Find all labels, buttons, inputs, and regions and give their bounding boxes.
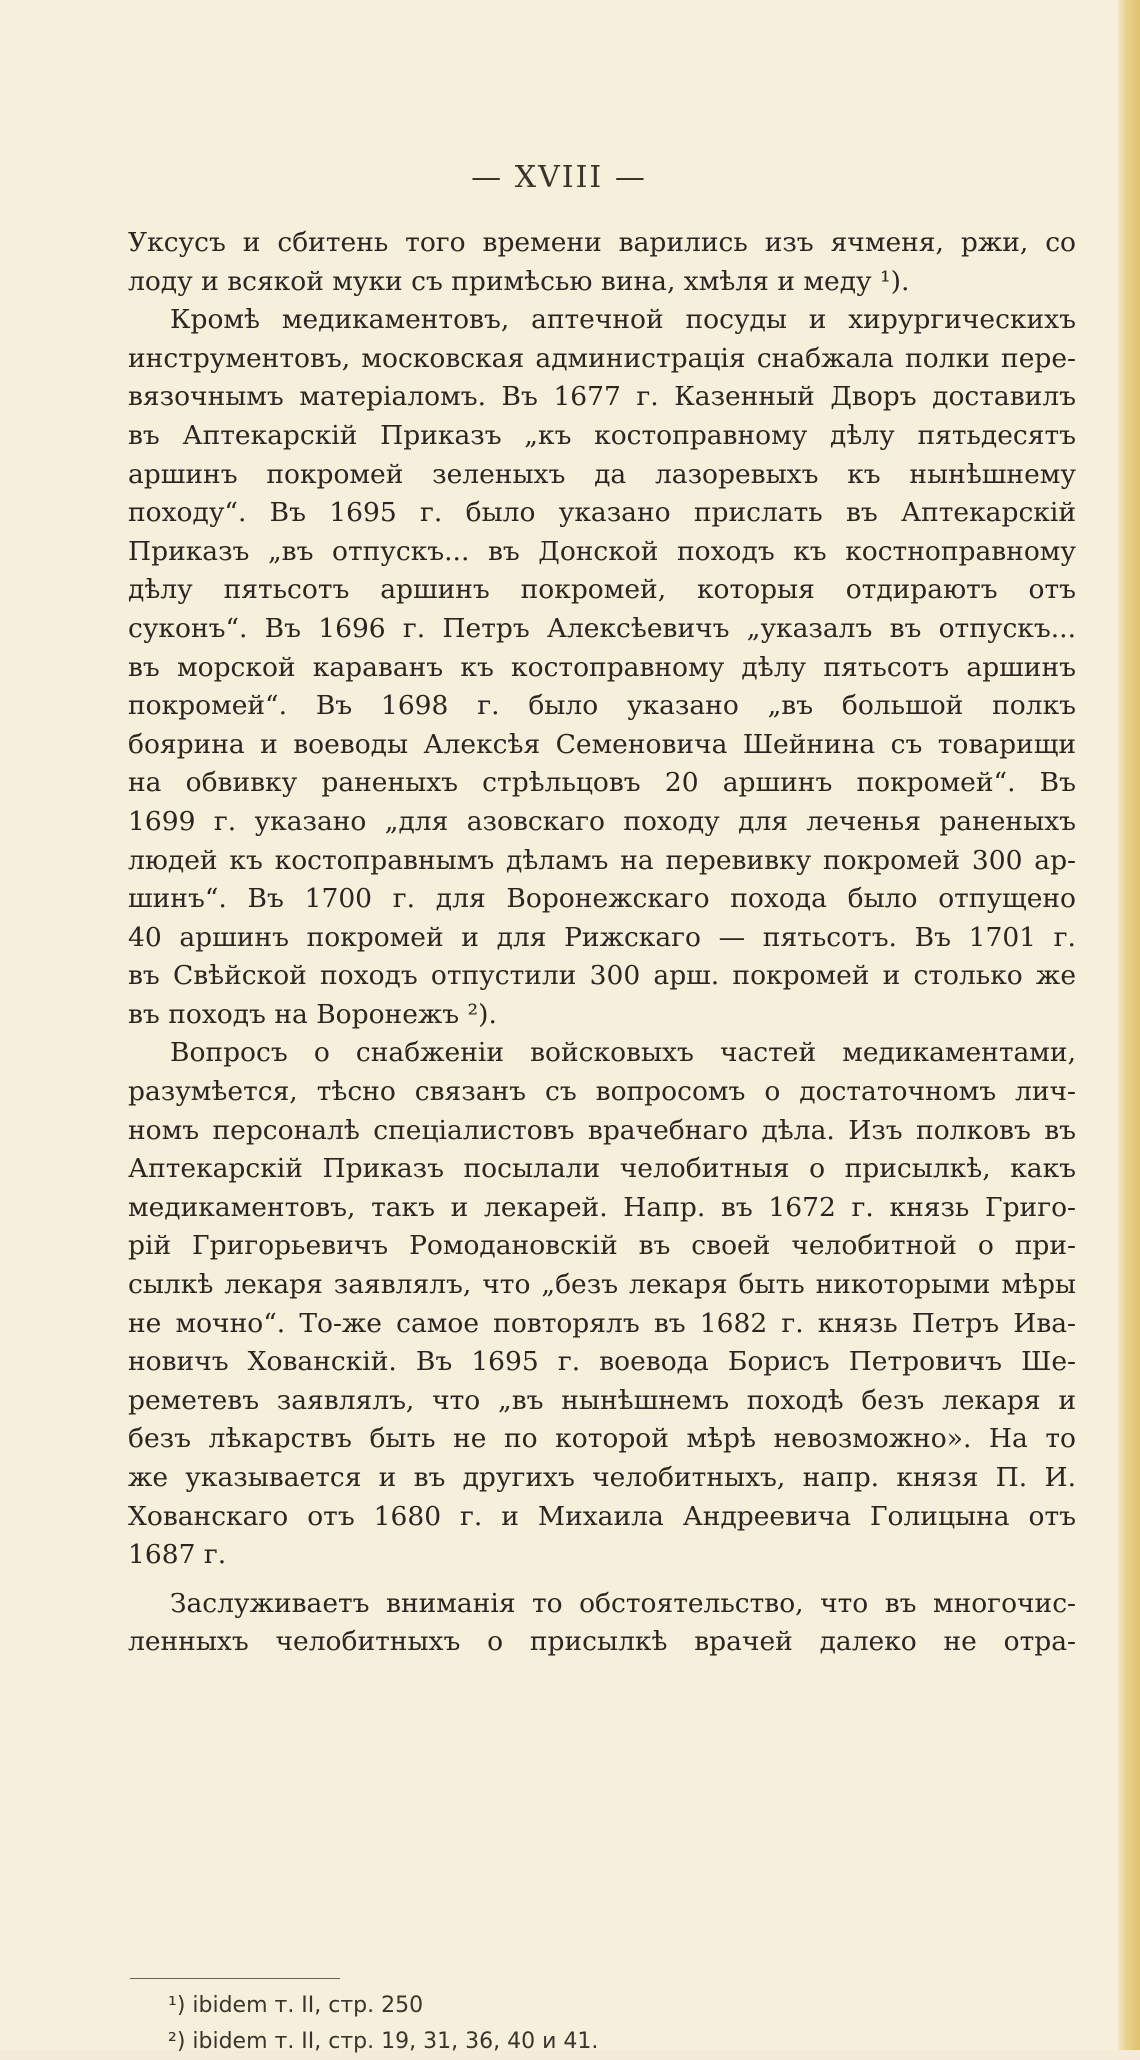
text-line: покромей“. Въ 1698 г. было указано „въ большой полкъ [128, 690, 1076, 722]
text-line: не мочно“. То-же самое повторялъ въ 1682 г. князь Петръ Ива- [128, 1307, 1076, 1339]
paragraph-3 [128, 1034, 1076, 1574]
page-edge [1118, 0, 1140, 2050]
footnote-divider [130, 1978, 340, 1979]
text-line: лоду и всякой муки съ примѣсью вина, хмѣля и меду ¹). [128, 265, 910, 297]
text-line: ленныхъ челобитныхъ о присылкѣ врачей далеко не отра- [128, 1626, 1076, 1658]
text-line: Приказъ „въ отпускъ... въ Донской походъ къ костноправному [128, 535, 1076, 567]
text-line: въ Аптекарскій Приказъ „къ костоправному дѣлу пятьдесятъ [128, 419, 1076, 451]
text-line: боярина и воеводы Алексѣя Семеновича Шейнина съ товарищи [128, 728, 1076, 760]
text-line: 1699 г. указано „для азовскаго походу для леченья раненыхъ [128, 805, 1076, 837]
text-line: же указывается и въ другихъ челобитныхъ, напр. князя П. И. [128, 1462, 1076, 1493]
text-line: въ морской караванъ къ костоправному дѣлу пятьсотъ аршинъ [128, 651, 1076, 683]
text-line: номъ персоналѣ спеціалистовъ врачебнаго дѣла. Изъ полковъ въ [128, 1114, 1076, 1146]
text-line: вязочнымъ матеріаломъ. Въ 1677 г. Казенный Дворъ доставилъ [128, 381, 1076, 413]
text-line: Уксусъ и сбитень того времени варились изъ ячменя, ржи, со [128, 227, 1076, 258]
text-line: аршинъ покромей зеленыхъ да лазоревыхъ къ нынѣшнему [128, 458, 1076, 490]
text-line: Хованскаго отъ 1680 г. и Михаила Андреевича Голицына отъ [128, 1500, 1076, 1532]
paragraph-gap [128, 1575, 1076, 1585]
text-line: походу“. Въ 1695 г. было указано прислать въ Аптекарскій [128, 497, 1076, 529]
text-line: реметевъ заявлялъ, что „въ нынѣшнемъ походѣ безъ лекаря и [128, 1384, 1076, 1416]
text-line: въ походъ на Воронежъ ²). [128, 998, 497, 1030]
text-line: разумѣется, тѣсно связанъ съ вопросомъ о достаточномъ лич- [128, 1076, 1076, 1108]
paragraph-1 [128, 224, 1076, 301]
text-line: шинъ“. Въ 1700 г. для Воронежскаго похода было отпущено [128, 883, 1076, 915]
text-line: безъ лѣкарствъ быть не по которой мѣрѣ невозможно». На то [128, 1423, 1076, 1455]
text-line: Вопросъ о снабженіи войсковыхъ частей медикаментами, [170, 1037, 1076, 1069]
page-number: — XVIII — [471, 160, 647, 195]
text-line: медикаментовъ, такъ и лекарей. Напр. въ 1672 г. князь Григо- [128, 1191, 1076, 1223]
paragraph-4 [128, 1585, 1076, 1662]
text-line: рій Григорьевичъ Ромодановскій въ своей челобитной о при- [128, 1230, 1076, 1262]
footnote-2: ²) ibidem т. II, стр. 19, 31, 36, 40 и 41. [168, 2029, 599, 2054]
text-line: на обвивку раненыхъ стрѣльцовъ 20 аршинъ покромей“. Въ [128, 767, 1076, 799]
text-line: 40 аршинъ покромей и для Рижскаго — пятьсотъ. Въ 1701 г. [128, 921, 1076, 953]
paragraph-2 [128, 301, 1076, 1034]
text-line: Кромѣ медикаментовъ, аптечной посуды и хирургическихъ [170, 304, 1076, 336]
text-line: суконъ“. Въ 1696 г. Петръ Алексѣевичъ „указалъ въ отпускъ... [128, 612, 1076, 644]
text-line: 1687 г. [128, 1539, 227, 1571]
text-line: Заслуживаетъ вниманія то обстоятельство, что въ многочис- [170, 1587, 1076, 1619]
text-line: сылкѣ лекаря заявлялъ, что „безъ лекаря быть никоторыми мѣры [128, 1269, 1076, 1301]
text-line: дѣлу пятьсотъ аршинъ покромей, которыя отдираютъ отъ [128, 574, 1076, 606]
body-text [128, 224, 1076, 1662]
text-line: Аптекарскій Приказъ посылали челобитныя о присылкѣ, какъ [128, 1153, 1076, 1185]
text-line: въ Свѣйской походъ отпустили 300 арш. покромей и столько же [128, 960, 1076, 992]
text-line: новичъ Хованскій. Въ 1695 г. воевода Борисъ Петровичъ Ше- [128, 1346, 1076, 1378]
text-line: инструментовъ, московская администрація снабжала полки пере- [128, 342, 1076, 374]
footnotes [168, 1988, 598, 2060]
text-line: людей къ костоправнымъ дѣламъ на перевивку покромей 300 ар- [128, 844, 1076, 876]
footnote-1: ¹) ibidem т. II, стр. 250 [168, 1993, 424, 2018]
